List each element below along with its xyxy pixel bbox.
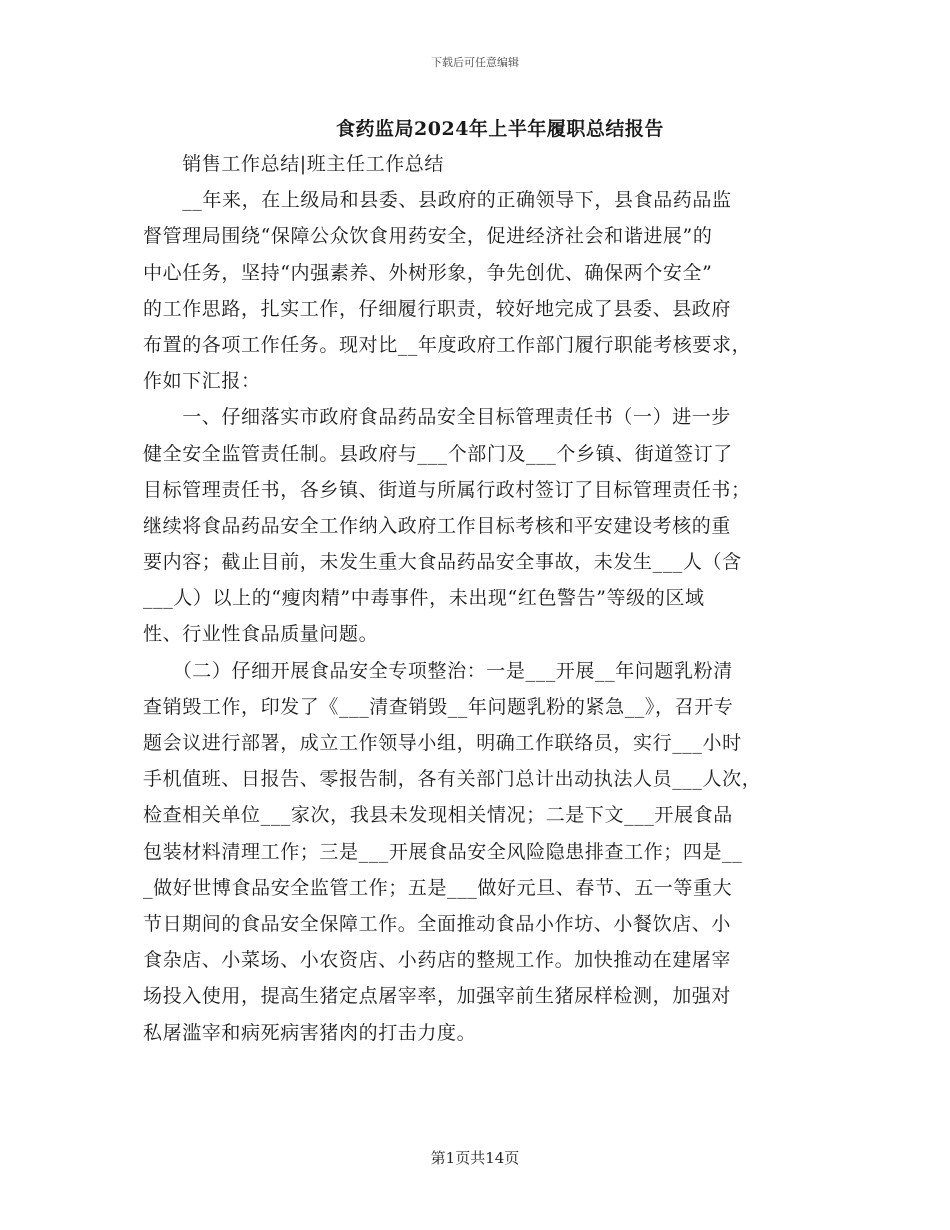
header-note: 下载后可任意编辑 <box>431 56 519 69</box>
body-line: __年来，在上级局和县委、县政府的正确领导下，县食品药品监 <box>143 189 732 212</box>
document-title: 食药监局2024年上半年履职总结报告 <box>336 118 664 140</box>
body-line: 题会议进行部署，成立工作领导小组，明确工作联络员，实行___小时 <box>143 732 742 754</box>
document-body <box>143 146 815 1051</box>
body-line: 督管理局围绕“保障公众饮食用药安全，促进经济社会和谐进展”的 <box>143 225 713 248</box>
body-line: 私屠滥宰和病死病害猪肉的打击力度。 <box>143 1021 477 1044</box>
body-line: 目标管理责任书，各乡镇、街道与所属行政村签订了目标管理责任书； <box>143 478 751 501</box>
body-line: 要内容；截止目前，未发生重大食品药品安全事故，未发生___人（含 <box>143 551 742 574</box>
body-line: 手机值班、日报告、零报告制，各有关部门总计出动执法人员___人次， <box>143 768 762 791</box>
body-line: 场投入使用，提高生猪定点屠宰率，加强宰前生猪尿样检测，加强对 <box>143 985 732 1008</box>
body-line: 的工作思路，扎实工作，仔细履行职责，较好地完成了县委、县政府 <box>143 297 732 320</box>
body-line: 食杂店、小菜场、小农资店、小药店的整规工作。加快推动在建屠宰 <box>143 949 732 972</box>
body-line: 性、行业性食品质量问题。 <box>143 623 379 646</box>
body-line: 节日期间的食品安全保障工作。全面推动食品小作坊、小餐饮店、小 <box>143 912 732 935</box>
body-line: （二）仔细开展食品安全专项整治：一是___开展__年问题乳粉清 <box>143 659 733 682</box>
body-line: 查销毁工作，印发了《___清查销毁__年问题乳粉的紧急__》，召开专 <box>143 695 734 718</box>
body-line: 作如下汇报： <box>143 370 261 393</box>
page-number-footer: 第1页共14页 <box>430 1149 520 1167</box>
body-line: 销售工作总结|班主任工作总结 <box>143 153 445 175</box>
body-line: _做好世博食品安全监管工作；五是___做好元旦、春节、五一等重大 <box>143 876 733 899</box>
body-line: 健全安全监管责任制。县政府与___个部门及___个乡镇、街道签订了 <box>143 442 733 465</box>
body-line: ___人）以上的“瘦肉精”中毒事件，未出现“红色警告”等级的区域 <box>143 587 705 610</box>
body-line: 中心任务，坚持“内强素养、外树形象，争先创优、确保两个安全” <box>143 261 713 284</box>
body-line: 包装材料清理工作；三是___开展食品安全风险隐患排查工作；四是__ <box>143 840 743 863</box>
body-line: 检查相关单位___家次，我县未发现相关情况；二是下文___开展食品 <box>143 804 733 827</box>
body-line: 继续将食品药品安全工作纳入政府工作目标考核和平安建设考核的重 <box>143 514 732 537</box>
body-line: 布置的各项工作任务。现对比__年度政府工作部门履行职能考核要求， <box>143 333 752 356</box>
body-line: 一、仔细落实市政府食品药品安全目标管理责任书（一）进一步 <box>143 406 732 429</box>
